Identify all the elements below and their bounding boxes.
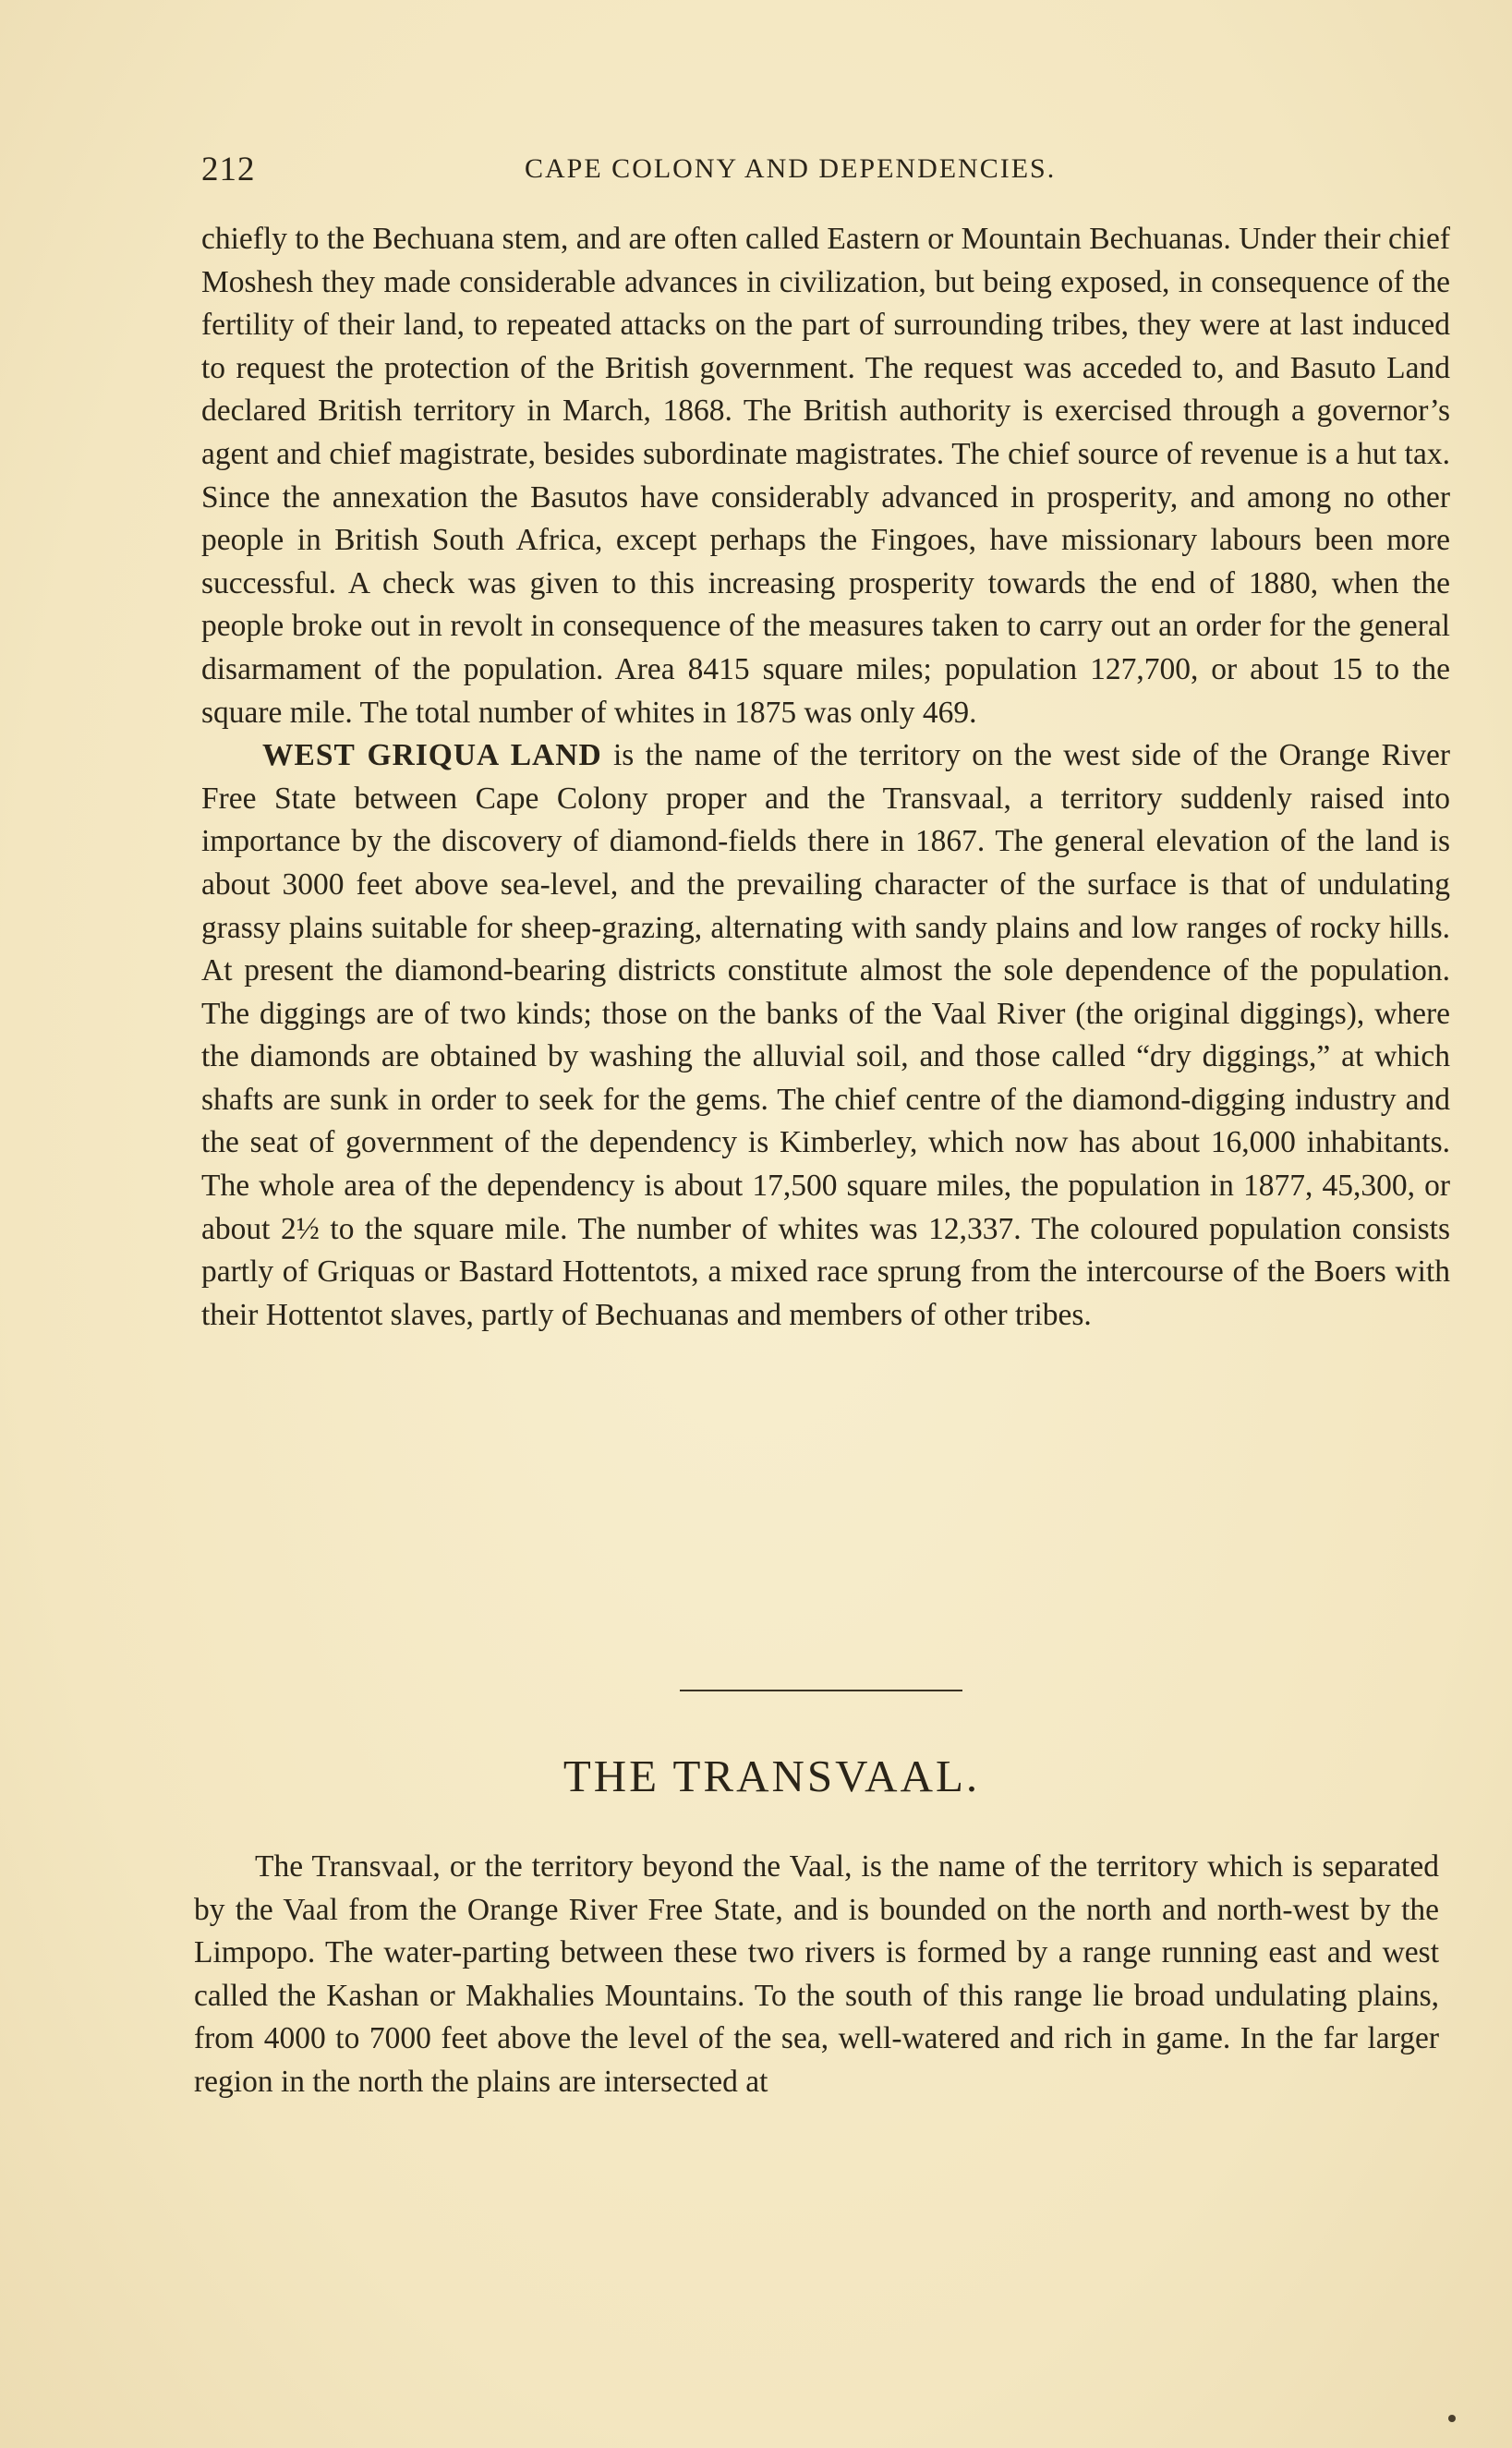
running-head (201, 150, 1450, 196)
page-number: 212 (201, 151, 256, 188)
paragraph-west-griqua-body: is the name of the territory on the west side of the Orange River Free State between Cape Colony proper and the Transvaal, a territory suddenly raised into importance by the discovery of diamond-fields there in 1867. The general elevation of the land is about 3000 feet above sea-level, and the prevailing character of the surface is that of undulating grassy plains suitable for sheep-grazing, alternating with sandy plains and low ranges of rocky hills. At present the diamond-bearing districts constitute almost the sole dependence of the population. The diggings are of two kinds; those on the banks of the Vaal River (the original diggings), where the diamonds are obtained by washing the alluvial soil, and those called “dry diggings,” at which shafts are sunk in order to seek for the gems. The chief centre of the diamond-digging industry and the seat of government of the dependency is Kimberley, which now has about 16,000 inhabitants. The whole area of the dependency is about 17,500 square miles, the population in 1877, 45,300, or about 2½ to the square mile. The number of whites was 12,337. The coloured population consists partly of Griquas or Bastard Hottentots, a mixed race sprung from the intercourse of the Boers with their Hottentot slaves, partly of Bechuanas and members of other tribes. (201, 738, 1450, 1332)
section-divider-rule (680, 1690, 962, 1691)
basuto-griqua-text (201, 218, 1450, 1337)
paper-speck (1448, 2415, 1456, 2422)
paragraph-transvaal: The Transvaal, or the territory beyond the Vaal, is the name of the territory which is separated by the Vaal from the Orange River Free State, and is bounded on the north and north-west by the Limpopo. The water-parting between these two rivers is formed by a range running east and west called the Kashan or Makhalies Mountains. To the south of this range lie broad undulating plains, from 4000 to 7000 feet above the level of the sea, well-watered and rich in game. In the far larger region in the north the plains are intersected at (194, 1849, 1439, 2099)
running-title: CAPE COLONY AND DEPENDENCIES. (525, 153, 1057, 184)
paragraph-west-griqua-land (201, 734, 1450, 1337)
lead-term-west-griqua-land: WEST GRIQUA LAND (262, 738, 602, 773)
paragraph-basuto-land: chiefly to the Bechuana stem, and are often called Eastern or Mountain Bechuanas. Under their chief Moshesh they made considerable advances in civilization, but being exposed, in consequence of the fertility of their land, to repeated attacks on the part of surrounding tribes, they were at last induced to request the protection of the British government. The request was acceded to, and Basuto Land declared British territory in March, 1868. The British authority is exercised through a governor’s agent and chief magistrate, besides subordinate magistrates. The chief source of revenue is a hut tax. Since the annexation the Basutos have considerably advanced in prosperity, and among no other people in British South Africa, except perhaps the Fingoes, have missionary labours been more successful. A check was given to this increasing prosperity towards the end of 1880, when the people broke out in revolt in consequence of the measures taken to carry out an order for the general disarmament of the population. Area 8415 square miles; population 127,700, or about 15 to the square mile. The total number of whites in 1875 was only 469. (201, 222, 1450, 730)
transvaal-text (194, 1846, 1439, 2104)
section-heading-transvaal: THE TRANSVAAL. (562, 1751, 981, 1801)
